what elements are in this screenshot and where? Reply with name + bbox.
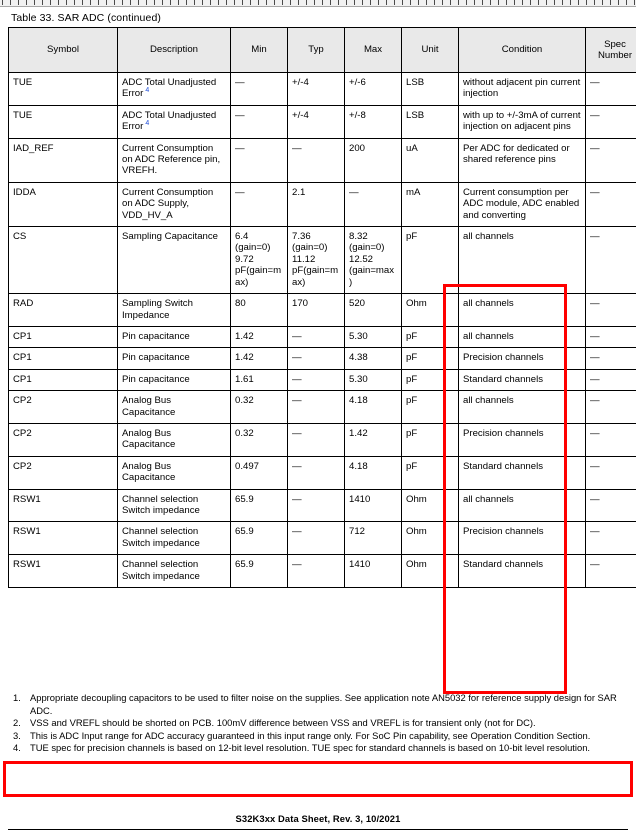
cell-min: 6.4 (gain=0) 9.72 pF(gain=max)	[231, 227, 288, 294]
table-caption: Table 33. SAR ADC (continued)	[11, 12, 161, 24]
cell-min: 1.61	[231, 369, 288, 390]
table-row	[9, 73, 636, 106]
footnote-text: Appropriate decoupling capacitors to be used to filter noise on the supplies. See application note AN5032 for reference supply design for SAR ADC.	[30, 692, 617, 716]
cell-max: 5.30	[345, 369, 402, 390]
column-header-unit: Unit	[402, 28, 459, 73]
cell-condition: Standard channels	[459, 456, 586, 489]
cell-condition: Precision channels	[459, 522, 586, 555]
ruler-tick	[170, 0, 171, 5]
cell-unit: pF	[402, 456, 459, 489]
cell-condition: Precision channels	[459, 348, 586, 369]
cell-max: 520	[345, 294, 402, 327]
ruler-tick	[426, 0, 427, 5]
ruler-tick	[482, 0, 483, 5]
cell-condition: with up to +/-3mA of current injection on adjacent pins	[459, 105, 586, 138]
cell-spec-number: —	[586, 73, 636, 106]
cell-condition: all channels	[459, 489, 586, 522]
ruler-tick	[498, 0, 499, 5]
table-row	[9, 294, 636, 327]
ruler-tick	[42, 0, 43, 5]
ruler-tick	[146, 0, 147, 5]
ruler-tick	[10, 0, 11, 5]
cell-max: 5.30	[345, 326, 402, 347]
cell-condition: Current consumption per ADC module, ADC enabled and converting	[459, 182, 586, 226]
cell-min: 0.32	[231, 423, 288, 456]
cell-min: 0.497	[231, 456, 288, 489]
ruler-tick	[298, 0, 299, 5]
ruler-tick	[250, 0, 251, 5]
cell-condition: Standard channels	[459, 555, 586, 588]
cell-max: 4.18	[345, 391, 402, 424]
ruler-tick	[410, 0, 411, 5]
ruler-tick	[522, 0, 523, 5]
cell-max: 8.32 (gain=0) 12.52 (gain=max)	[345, 227, 402, 294]
footnote-text: TUE spec for precision channels is based on 12-bit level resolution. TUE spec for standard channels is based on 10-bit level resolution.	[30, 742, 591, 754]
cell-min: —	[231, 182, 288, 226]
cell-symbol: CP1	[9, 369, 118, 390]
ruler-tick	[130, 0, 131, 5]
ruler-tick	[530, 0, 531, 5]
table-row	[9, 138, 636, 182]
ruler-tick	[50, 0, 51, 5]
table-row	[9, 423, 636, 456]
cell-typ: —	[288, 522, 345, 555]
ruler-tick	[162, 0, 163, 5]
ruler-strip	[0, 0, 636, 7]
cell-typ: —	[288, 456, 345, 489]
cell-typ: —	[288, 326, 345, 347]
cell-typ: 170	[288, 294, 345, 327]
cell-typ: —	[288, 555, 345, 588]
ruler-tick	[402, 0, 403, 5]
footnote-item	[11, 717, 625, 730]
ruler-tick	[394, 0, 395, 5]
cell-typ: +/-4	[288, 73, 345, 106]
cell-description: Analog Bus Capacitance	[118, 456, 231, 489]
cell-min: 65.9	[231, 522, 288, 555]
table-row	[9, 391, 636, 424]
ruler-tick	[434, 0, 435, 5]
cell-description: Pin capacitance	[118, 348, 231, 369]
cell-symbol: RAD	[9, 294, 118, 327]
ruler-tick	[586, 0, 587, 5]
ruler-tick	[202, 0, 203, 5]
cell-spec-number: —	[586, 456, 636, 489]
ruler-tick	[602, 0, 603, 5]
cell-spec-number: —	[586, 105, 636, 138]
sar-adc-spec-table	[8, 27, 636, 588]
ruler-tick	[450, 0, 451, 5]
ruler-tick	[562, 0, 563, 5]
ruler-tick	[274, 0, 275, 5]
cell-symbol: CP2	[9, 456, 118, 489]
ruler-tick	[610, 0, 611, 5]
column-header-max: Max	[345, 28, 402, 73]
cell-symbol: RSW1	[9, 489, 118, 522]
ruler-tick	[154, 0, 155, 5]
ruler-tick	[458, 0, 459, 5]
ruler-tick	[314, 0, 315, 5]
cell-symbol: CP2	[9, 391, 118, 424]
cell-spec-number: —	[586, 489, 636, 522]
ruler-tick	[618, 0, 619, 5]
ruler-tick	[66, 0, 67, 5]
ruler-tick	[330, 0, 331, 5]
cell-description: Analog Bus Capacitance	[118, 391, 231, 424]
table-row	[9, 326, 636, 347]
ruler-tick	[362, 0, 363, 5]
ruler-tick	[194, 0, 195, 5]
ruler-tick	[26, 0, 27, 5]
cell-max: 712	[345, 522, 402, 555]
ruler-tick	[258, 0, 259, 5]
page-footer: S32K3xx Data Sheet, Rev. 3, 10/2021	[235, 813, 401, 824]
cell-unit: Ohm	[402, 522, 459, 555]
cell-typ: 7.36 (gain=0) 11.12 pF(gain=max)	[288, 227, 345, 294]
ruler-tick	[578, 0, 579, 5]
cell-spec-number: —	[586, 391, 636, 424]
cell-max: 1.42	[345, 423, 402, 456]
cell-symbol: CS	[9, 227, 118, 294]
cell-min: —	[231, 138, 288, 182]
cell-unit: mA	[402, 182, 459, 226]
ruler-tick	[58, 0, 59, 5]
cell-min: 65.9	[231, 489, 288, 522]
ruler-tick	[634, 0, 635, 5]
footnotes	[11, 692, 625, 755]
cell-max: 200	[345, 138, 402, 182]
cell-description: Pin capacitance	[118, 369, 231, 390]
ruler-tick	[2, 0, 3, 5]
ruler-tick	[554, 0, 555, 5]
cell-typ: +/-4	[288, 105, 345, 138]
ruler-tick	[370, 0, 371, 5]
ruler-tick	[34, 0, 35, 5]
ruler-tick	[90, 0, 91, 5]
ruler-tick	[466, 0, 467, 5]
ruler-tick	[506, 0, 507, 5]
spec-number-line-1: Spec	[604, 38, 626, 50]
table-row	[9, 227, 636, 294]
table-row	[9, 555, 636, 588]
cell-max: 4.18	[345, 456, 402, 489]
cell-spec-number: —	[586, 326, 636, 347]
ruler-tick	[354, 0, 355, 5]
ruler-tick	[338, 0, 339, 5]
cell-symbol: RSW1	[9, 555, 118, 588]
cell-spec-number: —	[586, 182, 636, 226]
cell-condition: Precision channels	[459, 423, 586, 456]
cell-unit: LSB	[402, 73, 459, 106]
cell-spec-number: —	[586, 423, 636, 456]
ruler-tick	[306, 0, 307, 5]
footnote-number: 1.	[13, 692, 21, 703]
table-row	[9, 369, 636, 390]
cell-typ: —	[288, 391, 345, 424]
footnote-number: 4.	[13, 742, 21, 754]
footnote-text: This is ADC Input range for ADC accuracy guaranteed in this input range only. For SoC Pin capability, see Operation Condition Section.	[30, 729, 591, 741]
cell-condition: all channels	[459, 326, 586, 347]
footer-divider	[8, 829, 628, 830]
cell-unit: Ohm	[402, 555, 459, 588]
ruler-tick	[626, 0, 627, 5]
cell-unit: pF	[402, 348, 459, 369]
cell-min: —	[231, 73, 288, 106]
ruler-tick	[106, 0, 107, 5]
cell-spec-number: —	[586, 369, 636, 390]
cell-max: 4.38	[345, 348, 402, 369]
cell-unit: pF	[402, 369, 459, 390]
cell-min: 80	[231, 294, 288, 327]
cell-spec-number: —	[586, 348, 636, 369]
ruler-tick	[386, 0, 387, 5]
ruler-tick	[18, 0, 19, 5]
cell-condition: all channels	[459, 227, 586, 294]
ruler-tick	[474, 0, 475, 5]
ruler-tick	[538, 0, 539, 5]
ruler-tick	[378, 0, 379, 5]
cell-min: 1.42	[231, 348, 288, 369]
table-row	[9, 489, 636, 522]
cell-unit: pF	[402, 227, 459, 294]
ruler-tick	[186, 0, 187, 5]
ruler-tick	[346, 0, 347, 5]
cell-description: Pin capacitance	[118, 326, 231, 347]
cell-min: 1.42	[231, 326, 288, 347]
cell-description: Analog Bus Capacitance	[118, 423, 231, 456]
cell-unit: Ohm	[402, 489, 459, 522]
ruler-tick	[74, 0, 75, 5]
cell-spec-number: —	[586, 227, 636, 294]
ruler-tick	[98, 0, 99, 5]
cell-condition: all channels	[459, 391, 586, 424]
ruler-tick	[322, 0, 323, 5]
cell-symbol: IDDA	[9, 182, 118, 226]
cell-max: +/-8	[345, 105, 402, 138]
footnote-item	[11, 730, 625, 743]
ruler-tick	[178, 0, 179, 5]
cell-max: 1410	[345, 555, 402, 588]
cell-spec-number: —	[586, 555, 636, 588]
table-row	[9, 105, 636, 138]
column-header-spec-number	[586, 28, 636, 73]
cell-description: Channel selection Switch impedance	[118, 489, 231, 522]
cell-symbol: TUE	[9, 73, 118, 106]
ruler-tick	[138, 0, 139, 5]
cell-max: 1410	[345, 489, 402, 522]
table-row	[9, 348, 636, 369]
cell-max: —	[345, 182, 402, 226]
cell-description: Channel selection Switch impedance	[118, 522, 231, 555]
column-header-symbol: Symbol	[9, 28, 118, 73]
cell-description: Channel selection Switch impedance	[118, 555, 231, 588]
cell-condition: all channels	[459, 294, 586, 327]
ruler-tick	[266, 0, 267, 5]
cell-symbol: IAD_REF	[9, 138, 118, 182]
cell-spec-number: —	[586, 294, 636, 327]
ruler-tick	[122, 0, 123, 5]
column-header-condition: Condition	[459, 28, 586, 73]
cell-description: Current Consumption on ADC Reference pin, VREFH.	[118, 138, 231, 182]
cell-max: +/-6	[345, 73, 402, 106]
ruler-tick	[290, 0, 291, 5]
ruler-tick	[594, 0, 595, 5]
footnote-reference[interactable]: 4	[145, 120, 150, 128]
cell-description: Current Consumption on ADC Supply, VDD_HV_A	[118, 182, 231, 226]
cell-description: Sampling Capacitance	[118, 227, 231, 294]
footnote-reference[interactable]: 4	[145, 87, 150, 95]
cell-min: —	[231, 105, 288, 138]
ruler-tick	[218, 0, 219, 5]
footnote-text: VSS and VREFL should be shorted on PCB. 100mV difference between VSS and VREFL is for transient only (not for DC).	[30, 717, 536, 729]
cell-description: Sampling Switch Impedance	[118, 294, 231, 327]
column-header-typ: Typ	[288, 28, 345, 73]
ruler-tick	[514, 0, 515, 5]
annotation-box-footnote-4	[3, 761, 633, 797]
cell-unit: LSB	[402, 105, 459, 138]
ruler-tick	[546, 0, 547, 5]
cell-min: 0.32	[231, 391, 288, 424]
ruler-tick	[242, 0, 243, 5]
footnote-item	[11, 692, 625, 717]
cell-typ: —	[288, 348, 345, 369]
cell-condition: without adjacent pin current injection	[459, 73, 586, 106]
cell-condition: Standard channels	[459, 369, 586, 390]
table-row	[9, 182, 636, 226]
cell-symbol: CP2	[9, 423, 118, 456]
ruler-tick	[490, 0, 491, 5]
cell-typ: —	[288, 138, 345, 182]
cell-symbol: CP1	[9, 326, 118, 347]
cell-min: 65.9	[231, 555, 288, 588]
cell-symbol: CP1	[9, 348, 118, 369]
cell-unit: pF	[402, 423, 459, 456]
footnote-number: 3.	[13, 729, 21, 741]
footnote-number: 2.	[13, 717, 21, 729]
cell-unit: pF	[402, 391, 459, 424]
cell-condition: Per ADC for dedicated or shared reference pins	[459, 138, 586, 182]
cell-description: ADC Total Unadjusted Error $^4$	[118, 105, 231, 138]
cell-typ: 2.1	[288, 182, 345, 226]
table-row	[9, 456, 636, 489]
cell-unit: Ohm	[402, 294, 459, 327]
ruler-tick	[570, 0, 571, 5]
footnote-item	[11, 742, 625, 755]
ruler-tick	[82, 0, 83, 5]
ruler-tick	[114, 0, 115, 5]
ruler-tick	[226, 0, 227, 5]
cell-typ: —	[288, 489, 345, 522]
column-header-description: Description	[118, 28, 231, 73]
table-row	[9, 522, 636, 555]
document-page	[0, 7, 636, 839]
spec-number-line-2: Number	[597, 50, 633, 61]
ruler-tick	[442, 0, 443, 5]
column-header-min: Min	[231, 28, 288, 73]
cell-description: ADC Total Unadjusted Error $^4$	[118, 73, 231, 106]
cell-spec-number: —	[586, 522, 636, 555]
table-header-row	[9, 28, 636, 73]
cell-typ: —	[288, 423, 345, 456]
ruler-tick	[210, 0, 211, 5]
cell-unit: pF	[402, 326, 459, 347]
cell-symbol: TUE	[9, 105, 118, 138]
cell-symbol: RSW1	[9, 522, 118, 555]
ruler-tick	[418, 0, 419, 5]
cell-spec-number: —	[586, 138, 636, 182]
ruler-tick	[234, 0, 235, 5]
ruler-tick	[282, 0, 283, 5]
cell-typ: —	[288, 369, 345, 390]
cell-unit: uA	[402, 138, 459, 182]
